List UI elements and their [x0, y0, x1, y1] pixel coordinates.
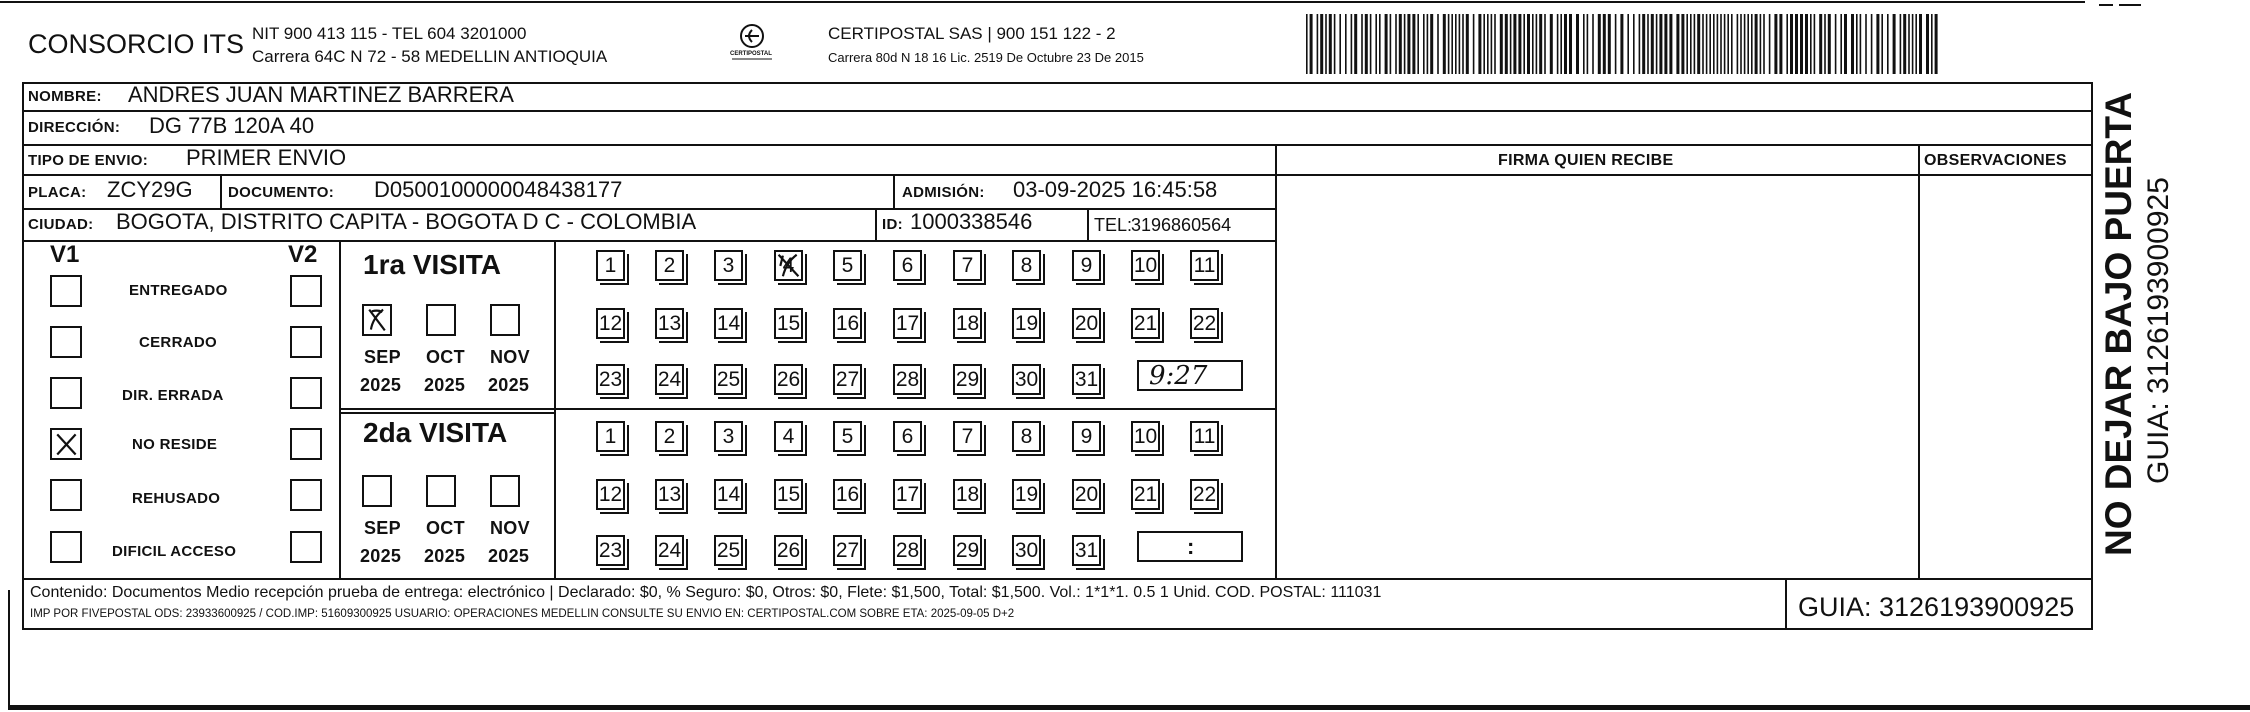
visit1-day-23[interactable]: 23 [596, 364, 625, 395]
visit1-day-21[interactable]: 21 [1131, 308, 1160, 339]
visit1-oct-checkbox[interactable] [426, 304, 456, 336]
status-entregado: ENTREGADO [129, 282, 228, 299]
tel-label: TEL: [1094, 215, 1133, 235]
visit1-day-10[interactable]: 10 [1131, 250, 1160, 281]
page-top-border [0, 1, 2085, 3]
logo-text: CERTIPOSTAL [730, 51, 772, 57]
entregado-v1-checkbox[interactable] [50, 275, 82, 307]
visit1-day-5[interactable]: 5 [833, 250, 862, 281]
visit2-day-18[interactable]: 18 [953, 479, 982, 510]
signature-area[interactable] [1277, 176, 1917, 576]
address-label: DIRECCIÓN: [28, 119, 121, 136]
rehusado-v2-checkbox[interactable] [290, 479, 322, 511]
corner-mark [2099, 4, 2113, 6]
visit2-day-8[interactable]: 8 [1012, 421, 1041, 452]
visit1-day-22[interactable]: 22 [1190, 308, 1219, 339]
handwritten-x-mark [776, 252, 801, 279]
visit1-day-15[interactable]: 15 [774, 308, 803, 339]
visit1-day-26[interactable]: 26 [774, 364, 803, 395]
visit2-day-12[interactable]: 12 [596, 479, 625, 510]
visit1-day-12[interactable]: 12 [596, 308, 625, 339]
visit2-title: 2da VISITA [363, 417, 508, 448]
cell-divider [1087, 208, 1089, 240]
visit2-day-15[interactable]: 15 [774, 479, 803, 510]
visit1-sep-checkbox[interactable] [362, 304, 392, 336]
visit2-year-oct: 2025 [424, 546, 466, 566]
status-dificil-acceso: DIFICIL ACCESO [112, 543, 237, 560]
visit1-day-11[interactable]: 11 [1190, 250, 1219, 281]
visit1-title: 1ra VISITA [363, 249, 501, 280]
status-dir-errada: DIR. ERRADA [122, 387, 224, 404]
barcode [1306, 14, 1940, 74]
visit2-month-nov: NOV [490, 518, 530, 538]
visit1-day-27[interactable]: 27 [833, 364, 862, 395]
cell-divider [875, 208, 877, 240]
document-label: DOCUMENTO: [228, 184, 335, 201]
visit1-day-6[interactable]: 6 [893, 250, 922, 281]
row-divider [22, 110, 2093, 112]
visit1-day-7[interactable]: 7 [953, 250, 982, 281]
shipment-type: PRIMER ENVIO [186, 145, 347, 170]
visit2-time-placeholder: : [1187, 534, 1195, 559]
corner-mark [2119, 4, 2141, 6]
courier-line1: CERTIPOSTAL SAS | 900 151 122 - 2 [828, 24, 1116, 43]
visit2-day-19[interactable]: 19 [1012, 479, 1041, 510]
visit1-year-oct: 2025 [424, 375, 466, 395]
visit2-day-1[interactable]: 1 [596, 421, 625, 452]
rehusado-v1-checkbox[interactable] [50, 479, 82, 511]
entregado-v2-checkbox[interactable] [290, 275, 322, 307]
no-reside-v1-checkbox[interactable] [50, 428, 82, 460]
visit1-day-1[interactable]: 1 [596, 250, 625, 281]
id-value: 1000338546 [910, 209, 1033, 234]
dir-errada-v1-checkbox[interactable] [50, 377, 82, 409]
type-label: TIPO DE ENVIO: [28, 152, 149, 169]
visit2-sep-checkbox[interactable] [362, 475, 392, 507]
visit2-day-5[interactable]: 5 [833, 421, 862, 452]
visit1-day-17[interactable]: 17 [893, 308, 922, 339]
visit2-day-23[interactable]: 23 [596, 535, 625, 566]
document-value: D0500100000048438177 [374, 177, 623, 202]
plate-label: PLACA: [28, 184, 87, 201]
visit2-day-30[interactable]: 30 [1012, 535, 1041, 566]
page-left-border [8, 590, 10, 706]
visit2-time-field[interactable] [1137, 531, 1243, 562]
row-divider [22, 240, 1275, 242]
cell-divider [220, 176, 222, 208]
footer-divider [22, 578, 2093, 580]
visit2-day-22[interactable]: 22 [1190, 479, 1219, 510]
visit1-time-handwritten: 9:27 [1149, 361, 1208, 391]
visit2-day-29[interactable]: 29 [953, 535, 982, 566]
status-cerrado: CERRADO [139, 334, 217, 351]
visit1-day-28[interactable]: 28 [893, 364, 922, 395]
v1-label: V1 [50, 241, 80, 268]
visit1-day-2[interactable]: 2 [655, 250, 684, 281]
visit2-year-nov: 2025 [488, 546, 530, 566]
handwritten-x-mark [364, 306, 390, 334]
visit2-day-26[interactable]: 26 [774, 535, 803, 566]
city-value: BOGOTA, DISTRITO CAPITA - BOGOTA D C - COLOMBIA [116, 209, 697, 234]
certipostal-logo [728, 22, 776, 66]
city-label: CIUDAD: [28, 216, 94, 233]
admission-label: ADMISIÓN: [902, 184, 985, 201]
visit2-day-10[interactable]: 10 [1131, 421, 1160, 452]
dir-errada-v2-checkbox[interactable] [290, 377, 322, 409]
visit1-day-13[interactable]: 13 [655, 308, 684, 339]
name-label: NOMBRE: [28, 88, 102, 105]
visit-divider [339, 408, 1275, 410]
footer-content-line: Contenido: Documentos Medio recepción prueba de entrega: electrónico | Declarado: $0, % Seguro: $0, Otros: $0, Flete: $1,500, Total: $1,500. Vol.: 1*1*1. 0.5 1 Unid. COD. POSTAL: 111031 [30, 584, 1382, 601]
status-rehusado: REHUSADO [132, 490, 221, 507]
visit2-oct-checkbox[interactable] [426, 475, 456, 507]
plate-value: ZCY29G [107, 177, 193, 202]
visit2-year-sep: 2025 [360, 546, 402, 566]
handwritten-x-mark [52, 430, 80, 458]
visit2-day-17[interactable]: 17 [893, 479, 922, 510]
visit1-day-16[interactable]: 16 [833, 308, 862, 339]
visit2-day-14[interactable]: 14 [714, 479, 743, 510]
observations-area[interactable] [1920, 176, 2092, 576]
visit-divider-inner [339, 412, 554, 414]
visit1-year-nov: 2025 [488, 375, 530, 395]
cerrado-v1-checkbox[interactable] [50, 326, 82, 358]
visit1-day-14[interactable]: 14 [714, 308, 743, 339]
company-line1: NIT 900 413 115 - TEL 604 3201000 [252, 24, 527, 43]
visit1-day-30[interactable]: 30 [1012, 364, 1041, 395]
visit1-day-29[interactable]: 29 [953, 364, 982, 395]
visit2-day-28[interactable]: 28 [893, 535, 922, 566]
visit2-day-13[interactable]: 13 [655, 479, 684, 510]
visit1-day-25[interactable]: 25 [714, 364, 743, 395]
visit1-day-18[interactable]: 18 [953, 308, 982, 339]
signature-header: FIRMA QUIEN RECIBE [1498, 152, 1674, 169]
page-bottom-border [8, 705, 2250, 710]
cerrado-v2-checkbox[interactable] [290, 326, 322, 358]
visit2-day-21[interactable]: 21 [1131, 479, 1160, 510]
side-notice: NO DEJAR BAJO PUERTA [2098, 92, 2139, 556]
visit1-day-9[interactable]: 9 [1072, 250, 1101, 281]
visit1-day-24[interactable]: 24 [655, 364, 684, 395]
visit1-month-oct: OCT [426, 347, 465, 367]
side-guide-number: GUIA: 3126193900925 [2142, 177, 2175, 484]
visit2-day-6[interactable]: 6 [893, 421, 922, 452]
v2-label: V2 [288, 241, 318, 268]
cell-divider [893, 176, 895, 208]
visit1-day-19[interactable]: 19 [1012, 308, 1041, 339]
footer-print-line: IMP POR FIVEPOSTAL ODS: 23933600925 / COD.IMP: 51609300925 USUARIO: OPERACIONES MEDELLIN CONSULTE SU ENVIO EN: CERTIPOSTAL.COM SOBRE ETA: 2025-09-05 D+2 [30, 608, 1015, 620]
tel-value: 3196860564 [1131, 215, 1232, 235]
visit1-year-sep: 2025 [360, 375, 402, 395]
visit2-nov-checkbox[interactable] [490, 475, 520, 507]
visit1-day-3[interactable]: 3 [714, 250, 743, 281]
courier-line2: Carrera 80d N 18 16 Lic. 2519 De Octubre 23 De 2015 [828, 50, 1144, 65]
visit2-day-11[interactable]: 11 [1190, 421, 1219, 452]
visit2-day-27[interactable]: 27 [833, 535, 862, 566]
recipient-address: DG 77B 120A 40 [149, 113, 315, 138]
visit2-day-31[interactable]: 31 [1072, 535, 1101, 566]
visit1-time-field[interactable] [1137, 360, 1243, 391]
visit1-day-20[interactable]: 20 [1072, 308, 1101, 339]
visit2-month-sep: SEP [364, 518, 401, 538]
visit2-day-25[interactable]: 25 [714, 535, 743, 566]
visit2-day-2[interactable]: 2 [655, 421, 684, 452]
dificil-acceso-v2-checkbox[interactable] [290, 531, 322, 563]
status-no-reside: NO RESIDE [132, 436, 218, 453]
company-line2: Carrera 64C N 72 - 58 MEDELLIN ANTIOQUIA [252, 47, 608, 66]
visit2-day-20[interactable]: 20 [1072, 479, 1101, 510]
visit1-nov-checkbox[interactable] [490, 304, 520, 336]
visit1-day-4[interactable]: 4 [774, 250, 803, 281]
visit1-month-nov: NOV [490, 347, 530, 367]
observations-header: OBSERVACIONES [1924, 152, 2067, 169]
visit2-day-4[interactable]: 4 [774, 421, 803, 452]
no-reside-v2-checkbox[interactable] [290, 428, 322, 460]
company-name: CONSORCIO ITS [28, 29, 245, 59]
footer-guide-number: GUIA: 3126193900925 [1798, 592, 2075, 622]
visit2-day-3[interactable]: 3 [714, 421, 743, 452]
recipient-name: ANDRES JUAN MARTINEZ BARRERA [128, 82, 514, 107]
visit1-month-sep: SEP [364, 347, 401, 367]
footer-guide-divider [1785, 578, 1787, 630]
visit2-day-24[interactable]: 24 [655, 535, 684, 566]
dificil-acceso-v1-checkbox[interactable] [50, 531, 82, 563]
visit2-month-oct: OCT [426, 518, 465, 538]
admission-value: 03-09-2025 16:45:58 [1013, 177, 1218, 202]
visit1-day-8[interactable]: 8 [1012, 250, 1041, 281]
id-label: ID: [882, 216, 903, 233]
visit2-day-16[interactable]: 16 [833, 479, 862, 510]
visit2-day-7[interactable]: 7 [953, 421, 982, 452]
visit2-day-9[interactable]: 9 [1072, 421, 1101, 452]
visit1-day-31[interactable]: 31 [1072, 364, 1101, 395]
